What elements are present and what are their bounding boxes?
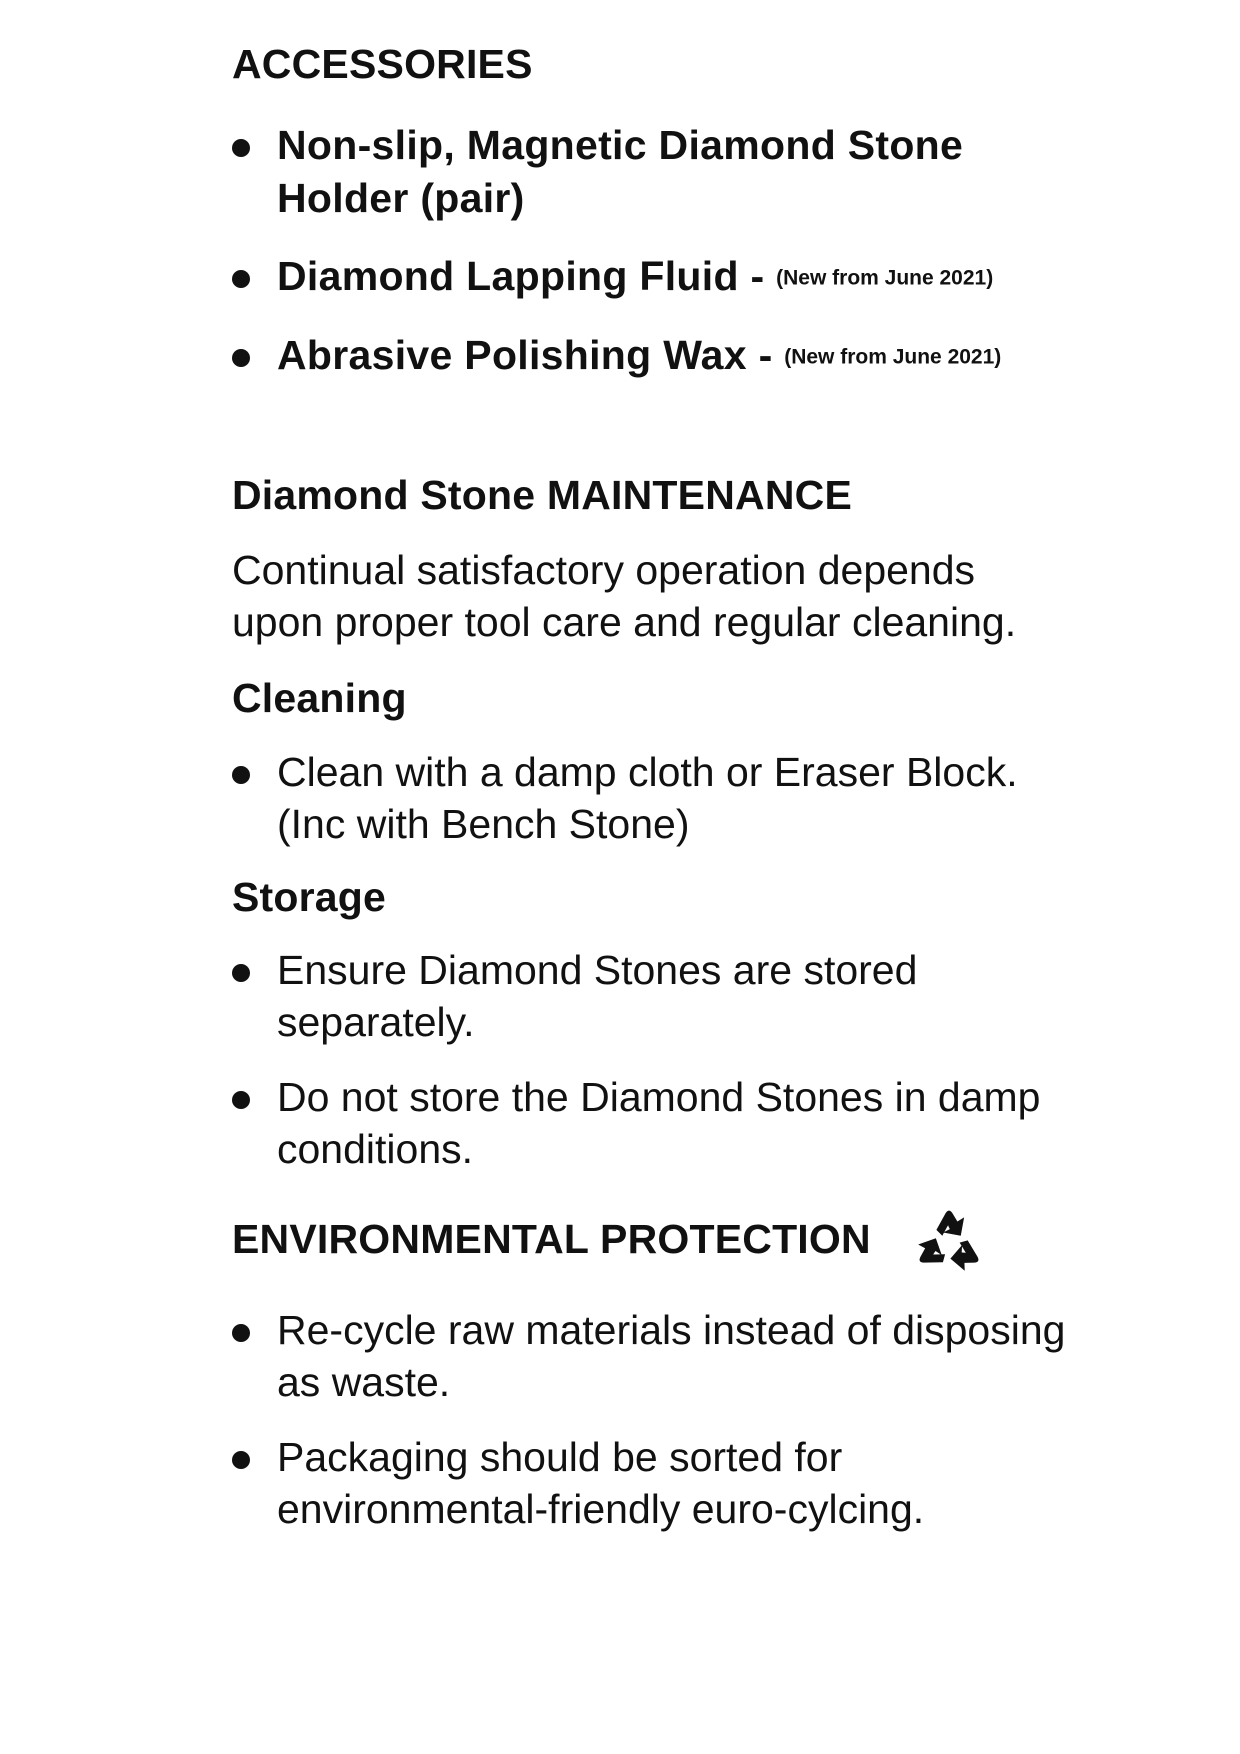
list-item	[232, 119, 1092, 224]
list-item	[232, 1431, 1092, 1536]
list-item-text: Non-slip, Magnetic Diamond Stone Holder (pair)	[277, 122, 964, 221]
document-content	[232, 40, 1092, 1535]
environment-list	[232, 1304, 1092, 1536]
storage-heading: Storage	[232, 873, 387, 920]
accessories-list	[232, 119, 1092, 381]
list-item-text: Clean with a damp cloth or Eraser Block. (Inc with Bench Stone)	[277, 748, 1018, 848]
maintenance-paragraph: Continual satisfactory operation depends upon proper tool care and regular cleaning.	[232, 547, 1017, 646]
bullet-icon	[232, 1091, 250, 1109]
list-item-text: Abrasive Polishing Wax -	[277, 331, 785, 378]
list-item-text: Do not store the Diamond Stones in damp conditions.	[277, 1073, 1041, 1173]
list-item	[232, 329, 1092, 381]
new-note: (New from June 2021)	[784, 345, 1002, 369]
list-item	[232, 1304, 1092, 1409]
list-item-text: Re-cycle raw materials instead of disposing as waste.	[277, 1306, 1066, 1406]
accessories-heading: ACCESSORIES	[232, 41, 533, 87]
bullet-icon	[232, 766, 250, 784]
cleaning-heading: Cleaning	[232, 675, 407, 722]
environment-heading-row	[232, 1198, 1092, 1282]
new-note: (New from June 2021)	[776, 266, 994, 290]
list-item	[232, 746, 1092, 851]
environment-heading: ENVIRONMENTAL PROTECTION	[232, 1215, 871, 1262]
bullet-icon	[232, 270, 250, 288]
bullet-icon	[232, 349, 250, 367]
list-item-text: Diamond Lapping Fluid -	[277, 253, 777, 300]
list-item	[232, 1071, 1092, 1176]
bullet-icon	[232, 1451, 250, 1469]
list-item	[232, 250, 1092, 302]
bullet-icon	[232, 964, 250, 982]
maintenance-heading: Diamond Stone MAINTENANCE	[232, 472, 852, 519]
cleaning-list	[232, 746, 1092, 851]
list-item-text: Ensure Diamond Stones are stored separately.	[277, 946, 918, 1046]
list-item	[232, 944, 1092, 1049]
storage-list	[232, 944, 1092, 1176]
list-item-text: Packaging should be sorted for environmental-friendly euro-cylcing.	[277, 1433, 925, 1532]
recycle-icon	[907, 1198, 991, 1282]
bullet-icon	[232, 1324, 250, 1342]
bullet-icon	[232, 139, 250, 157]
